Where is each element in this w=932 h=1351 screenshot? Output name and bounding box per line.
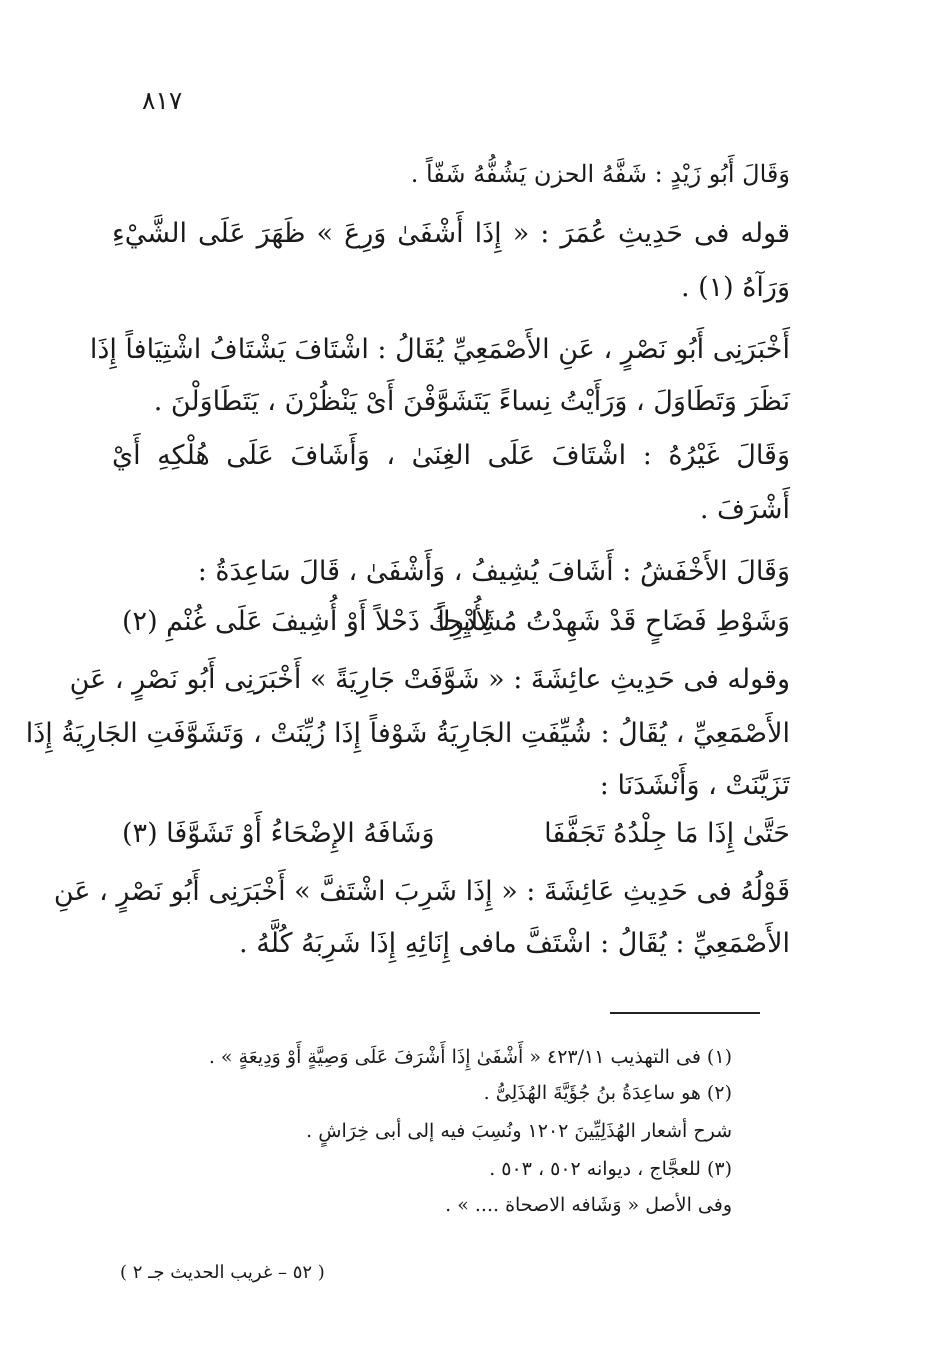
page-number: ٨١٧ — [142, 86, 183, 115]
body-line-9: وقوله فى حَدِيثِ عائِشَةَ : « شَوَّفَتْ جَارِيَةً » أَخْبَرَنِى أَبُو نَصْرٍ ، عَنِ — [69, 664, 790, 695]
verse-2-first-hemistich: حَتَّىٰ إِذَا مَا جِلْدُهُ تَجَفَّفَا — [544, 818, 790, 849]
verse-1-second-hemistich: لِأُدْرِكَ ذَحْلاً أَوْ أُشِيفَ عَلَى غُنْمِ (٢) — [122, 606, 492, 637]
body-line-3: وَرَآهُ (١) . — [680, 272, 790, 303]
body-line-5: نَظَرَ وَتَطَاوَلَ ، وَرَأَيْتُ نِساءً يَتَشَوَّفْنَ أَىْ يَنْظُرْنَ ، يَتَطَاوَلْنَ . — [153, 386, 790, 417]
footnote-separator — [610, 1012, 760, 1014]
body-line-11: تَزَيَّنَتْ ، وَأَنْشَدَنَا : — [599, 770, 790, 801]
body-line-2: قوله فى حَدِيثِ عُمَرَ : « إِذَا أَشْفَىٰ وَرِعَ » ظَهَرَ عَلَى الشَّيْءِ — [112, 218, 790, 249]
footnote-2-continuation: شرح أشعار الهُذَلِيِّينَ ١٢٠٢ ونُسِبَ فيه إلى أبى خِرَاشٍ . — [306, 1120, 732, 1142]
body-line-10: الأَصْمَعِيِّ ، يُقَالُ : شُيِّفَتِ الجَارِيَةُ شَوْفاً إِذَا زُيِّنَتْ ، وَتَشَوَّفَتِ الجَارِيَةُ إِذَا — [25, 718, 790, 749]
body-line-12: قَوْلُهُ فى حَدِيثِ عَائِشَةَ : « إِذَا شَرِبَ اشْتَفَّ » أَخْبَرَنِى أَبُو نَصْرٍ ، عَنِ — [53, 876, 790, 907]
footnote-1: (١) فى التهذيب ٤٢٣/١١ « أَشْفَىٰ إِذَا أَشْرَفَ عَلَى وَصِيَّةٍ أَوْ وَدِيعَةٍ » . — [208, 1046, 732, 1068]
footnote-3: (٣) للعجَّاج ، ديوانه ٥٠٢ ، ٥٠٣ . — [489, 1158, 732, 1180]
footnote-2: (٢) هو ساعِدَةُ بنُ جُؤَيَّةَ الهُذَلِىُّ . — [483, 1082, 732, 1104]
body-line-1: وَقَالَ أَبُو زَيْدٍ : شَفَّهُ الحزن يَشُفُّهُ شَفّاً . — [410, 160, 790, 188]
body-line-6: وَقَالَ غَيْرُهُ : اشْتَافَ عَلَى الغِنَىٰ ، وَأَشَافَ عَلَى هُلْكِهِ أَيْ — [112, 440, 790, 471]
body-line-4: أَخْبَرَنِى أَبُو نَصْرٍ ، عَنِ الأَصْمَعِيِّ يُقَالُ : اشْتَافَ يَشْتَافُ اشْتِيَافاً إِذَا — [89, 334, 790, 365]
verse-1-first-hemistich: وَشَوْطِ فَضَاحٍ قَدْ شَهِدْتُ مُشَايِحاً — [437, 606, 790, 637]
signature-mark: ( ٥٢ – غريب الحديث جـ ٢ ) — [120, 1262, 325, 1283]
body-line-7: أَشْرَفَ . — [699, 494, 790, 525]
body-line-8: وَقَالَ الأَخْفَشُ : أَشَافَ يُشِيفُ ، وَأَشْفَىٰ ، قَالَ سَاعِدَةُ : — [197, 556, 790, 587]
footnote-3-continuation: وفى الأصل « وَشَافه الاصحاة .... » . — [445, 1194, 732, 1216]
body-line-13: الأَصْمَعِيِّ : يُقَالُ : اشْتَفَّ مافى إِنَائِهِ إِذَا شَرِبَهُ كُلَّهُ . — [239, 928, 790, 959]
verse-2-second-hemistich: وَشَافَهُ الإِضْحَاءُ أَوْ تَشَوَّفَا (٣) — [122, 818, 435, 849]
